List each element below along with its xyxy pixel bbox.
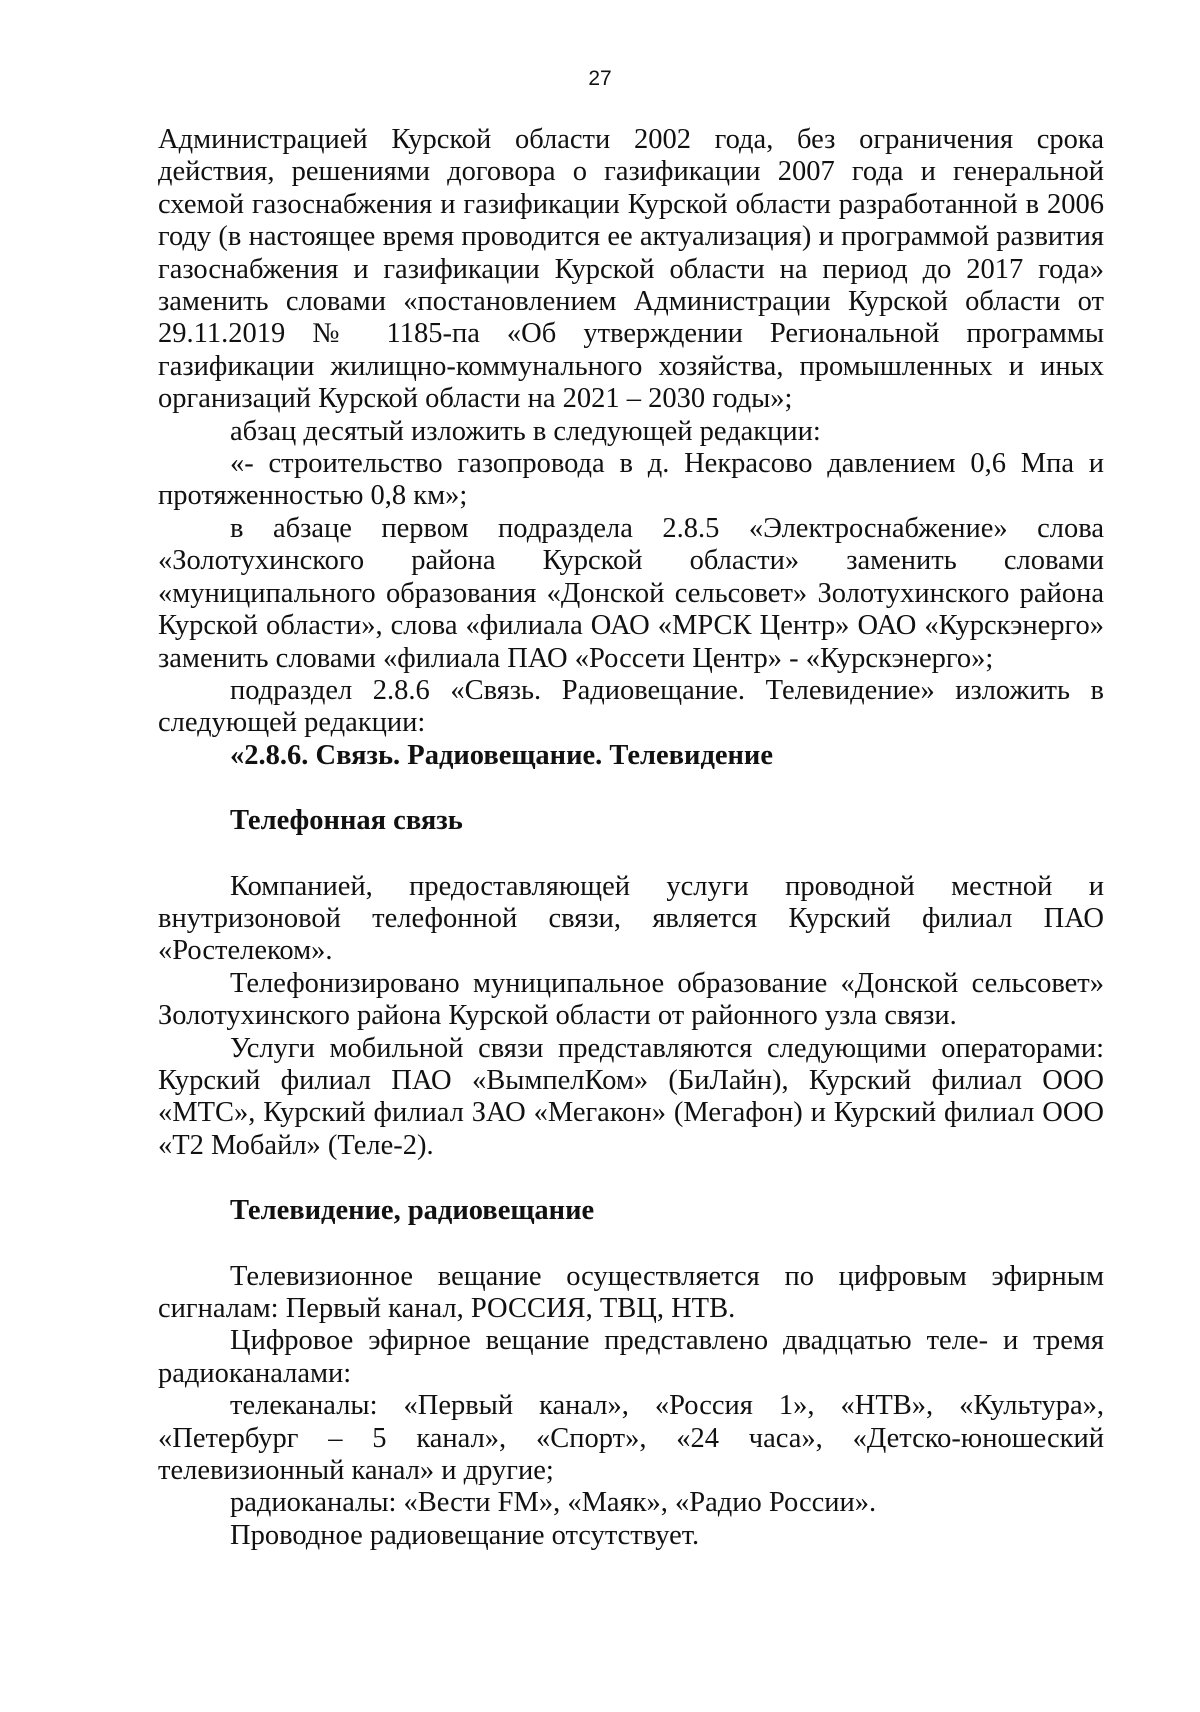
page-number: 27	[588, 67, 612, 90]
paragraph: в абзаце первом подраздела 2.8.5 «Электроснабжение» слова «Золотухинского района Курской области» заменить словами «муниципального образования «Донской сельсовет» Золотухинского района Курской области», слова «филиала ОАО «МРСК Центр» ОАО «Курскэнерго» заменить словами «филиала ПАО «Россети Центр» - «Курскэнерго»;	[158, 512, 1104, 674]
document-body	[158, 124, 1104, 1552]
paragraph: подраздел 2.8.6 «Связь. Радиовещание. Телевидение» изложить в следующей редакции:	[158, 674, 1104, 739]
section-heading: «2.8.6. Связь. Радиовещание. Телевидение	[230, 739, 774, 771]
paragraph: Телефонизировано муниципальное образование «Донской сельсовет» Золотухинского района Курской области от районного узла связи.	[158, 967, 1104, 1032]
paragraph: телеканалы: «Первый канал», «Россия 1», «НТВ», «Культура», «Петербург – 5 канал», «Спорт», «24 часа», «Детско-юношеский телевизионный канал» и другие;	[158, 1390, 1104, 1487]
paragraph: Проводное радиовещание отсутствует.	[230, 1519, 700, 1551]
paragraph: Цифровое эфирное вещание представлено двадцатью теле- и тремя радиоканалами:	[158, 1325, 1104, 1389]
paragraph: Услуги мобильной связи представляются следующими операторами: Курский филиал ПАО «ВымпелКом» (БиЛайн), Курский филиал ООО «МТС», Курский филиал ЗАО «Мегакон» (Мегафон) и Курский филиал ООО «Т2 Мобайл» (Теле-2).	[158, 1032, 1104, 1161]
paragraph: радиоканалы: «Вести FM», «Маяк», «Радио России».	[230, 1487, 877, 1519]
paragraph: абзац десятый изложить в следующей редакции:	[230, 415, 821, 447]
paragraph: Компанией, предоставляющей услуги проводной местной и внутризоновой телефонной связи, является Курский филиал ПАО «Ростелеком».	[158, 870, 1104, 967]
subsection-heading: Телефонная связь	[230, 805, 463, 837]
subsection-heading: Телевидение, радиовещание	[230, 1195, 595, 1227]
paragraph: Телевизионное вещание осуществляется по цифровым эфирным сигналам: Первый канал, РОССИЯ, ТВЦ, НТВ.	[158, 1260, 1104, 1324]
paragraph: «- строительство газопровода в д. Некрасово давлением 0,6 Мпа и протяженностью 0,8 км»;	[158, 448, 1104, 512]
paragraph: Администрацией Курской области 2002 года, без ограничения срока действия, решениями договора о газификации 2007 года и генеральной схемой газоснабжения и газификации Курской области разработанной в 2006 году (в настоящее время проводится ее актуализация) и программой развития газоснабжения и газификации Курской области на период до 2017 года» заменить словами «постановлением Администрации Курской области от 29.11.2019 № 1185-па «Об утверждении Региональной программы газификации жилищно-коммунального хозяйства, промышленных и иных организаций Курской области на 2021 – 2030 годы»;	[158, 124, 1104, 415]
